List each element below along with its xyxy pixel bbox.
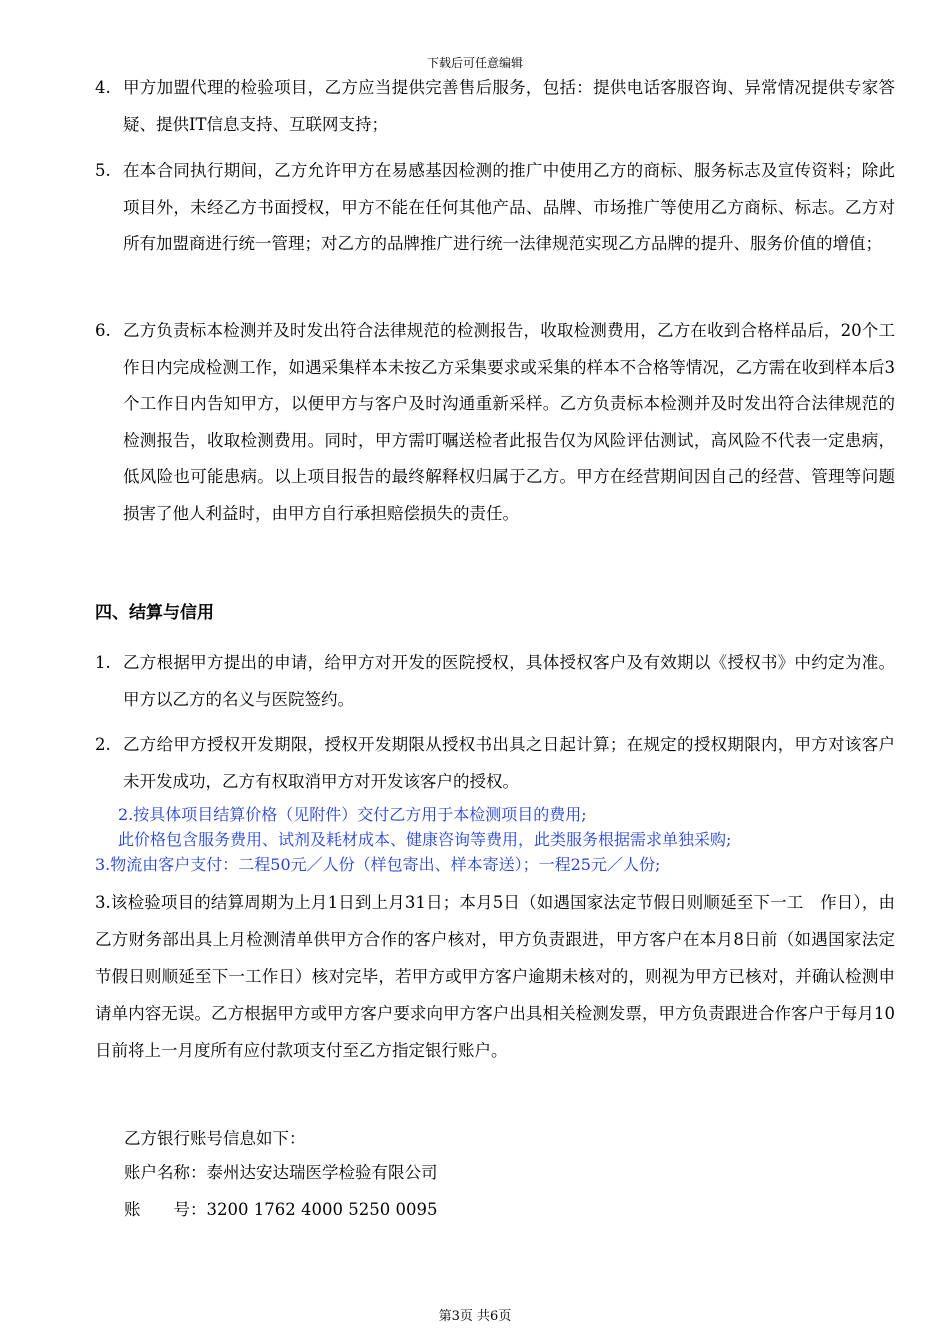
bank-intro: 乙方银行账号信息如下： xyxy=(124,1129,306,1148)
clause-text: 乙方根据甲方提出的申请，给甲方对开发的医院授权，具体授权客户及有效期以《授权书》中约定为准。甲方以乙方的名义与医院签约。 xyxy=(123,653,895,709)
blue-note-logistics: 3.物流由客户支付：二程50元／人份（样包寄出、样本寄送）；一程25元／人份; xyxy=(95,855,661,874)
blue-note-included: 此价格包含服务费用、试剂及耗材成本、健康咨询等费用，此类服务根据需求单独采购; xyxy=(118,830,732,849)
section-heading: 四、结算与信用 xyxy=(95,603,214,623)
clause-number: 1. xyxy=(95,653,111,672)
bank-account-number: 账 号：3200 1762 4000 5250 0095 xyxy=(124,1200,438,1219)
clause-text: 甲方加盟代理的检验项目，乙方应当提供完善售后服务，包括：提供电话客服咨询、异常情况提供专家答疑、提供IT信息支持、互联网支持； xyxy=(123,78,895,134)
clause-item-5 xyxy=(95,153,895,263)
clause-number: 6. xyxy=(95,321,111,340)
clause-item-6 xyxy=(95,313,895,532)
clause-item-4 xyxy=(95,70,895,143)
page-number: 第3页 共6页 xyxy=(438,1309,512,1324)
settlement-item-3: 3.该检验项目的结算周期为上月1日到上月31日；本月5日（如遇国家法定节假日则顺延至下一工 作日），由乙方财务部出具上月检测清单供甲方合作的客户核对，甲方负责跟进，甲方客户在本月8日前（如遇国家法定节假日则顺延至下一工作日）核对完毕，若甲方或甲方客户逾期未核对的，则视为甲方已核对，并确认检测申请单内容无误。乙方根据甲方或甲方客户要求向甲方客户出具相关检测发票，甲方负责跟进合作客户于每月10日前将上一月度所有应付款项支付至乙方指定银行账户。 xyxy=(95,893,895,1060)
clause-number: 4. xyxy=(95,78,111,97)
settlement-item-1 xyxy=(95,645,895,718)
header-note: 下载后可任意编辑 xyxy=(426,56,523,70)
clause-text: 在本合同执行期间，乙方允许甲方在易感基因检测的推广中使用乙方的商标、服务标志及宣传资料；除此项目外，未经乙方书面授权，甲方不能在任何其他产品、品牌、市场推广等使用乙方商标、标志。乙方对所有加盟商进行统一管理；对乙方的品牌推广进行统一法律规范实现乙方品牌的提升、服务价值的增值； xyxy=(123,161,895,253)
clause-number: 5. xyxy=(95,161,111,180)
blue-note-price: 2.按具体项目结算价格（见附件）交付乙方用于本检测项目的费用; xyxy=(118,805,587,824)
settlement-item-2 xyxy=(95,727,895,800)
clause-number: 2. xyxy=(95,735,111,754)
clause-text: 乙方给甲方授权开发期限，授权开发期限从授权书出具之日起计算；在规定的授权期限内，甲方对该客户未开发成功，乙方有权取消甲方对开发该客户的授权。 xyxy=(123,735,895,791)
bank-account-name: 账户名称：泰州达安达瑞医学检验有限公司 xyxy=(124,1163,438,1182)
clause-text: 乙方负责标本检测并及时发出符合法律规范的检测报告，收取检测费用，乙方在收到合格样品后，20个工作日内完成检测工作，如遇采集样本未按乙方采集要求或采集的样本不合格等情况，乙方需在收到样本后3个工作日内告知甲方，以便甲方与客户及时沟通重新采样。乙方负责标本检测并及时发出符合法律规范的检测报告，收取检测费用。同时，甲方需叮嘱送检者此报告仅为风险评估测试，高风险不代表一定患病，低风险也可能患病。以上项目报告的最终解释权归属于乙方。甲方在经营期间因自己的经营、管理等问题损害了他人利益时，由甲方自行承担赔偿损失的责任。 xyxy=(123,321,895,523)
